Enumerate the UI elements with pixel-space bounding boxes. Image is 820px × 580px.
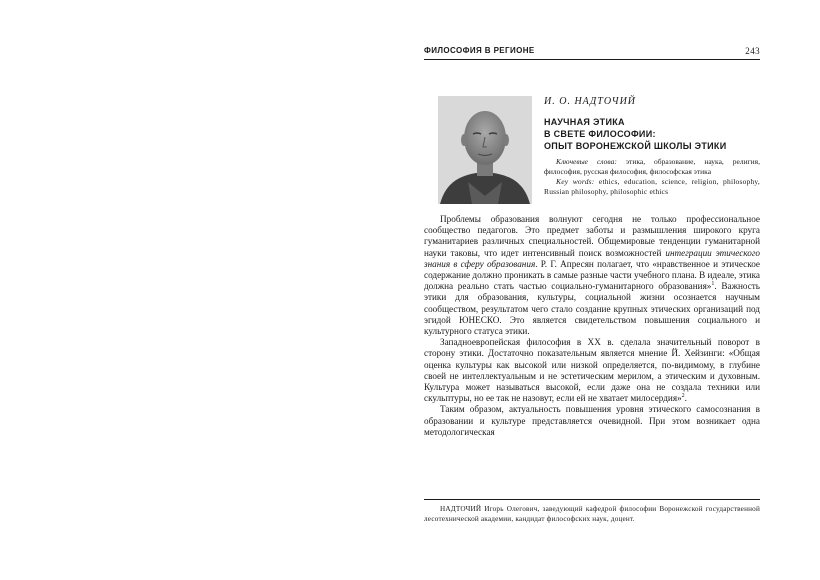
author-photo [438, 96, 532, 204]
keywords-en-label: Key words: [556, 177, 595, 186]
article-body [424, 214, 760, 438]
footnote-text: НАДТОЧИЙ Игорь Олегович, заведующий кафедрой философии Воронежской государственной лесотехнической академии, кандидат философских наук, доцент. [424, 505, 760, 523]
title-line: В СВЕТЕ ФИЛОСОФИИ: [544, 129, 656, 139]
author-footnote [424, 504, 760, 524]
footnote-ref-1: 1 [711, 281, 715, 288]
keywords-ru-text: этика, образование, наука, религия, философия, русская философия, философская этика [544, 157, 760, 176]
body-text: Проблемы образования волнуют сегодня не только профессиональное сообщество педагогов. Это предмет заботы и размышления широкого круга гуманитариев различных специальностей. Общемировые тенденции гуманитарной науки таковы, что идет интенсивный поиск возможностей [424, 214, 760, 258]
keywords-en [544, 177, 760, 197]
article-title [544, 116, 760, 152]
footnote-rule [424, 499, 760, 500]
keywords-en-text: ethics, education, science, religion, philosophy, Russian philosophy, philosophic ethics [544, 177, 760, 196]
keywords-ru-label: Ключевые слова: [556, 157, 617, 166]
body-paragraph-3: Таким образом, актуальность повышения уровня этического самосознания в образовании и культуре представляется очевидной. При этом возникает одна методологическая [424, 404, 760, 437]
title-line: ОПЫТ ВОРОНЕЖСКОЙ ШКОЛЫ ЭТИКИ [544, 141, 727, 151]
keywords-ru [544, 157, 760, 177]
body-paragraph-1 [424, 214, 760, 337]
body-text: . Р. Г. Апресян полагает, что «нравственное и этическое содержание должно проникать в самые разные части учебного плана. В идеале, этика должна реально стать частью социально-гуманитарного образования» [424, 258, 760, 292]
title-line: НАУЧНАЯ ЭТИКА [544, 117, 625, 127]
body-paragraph-2 [424, 337, 760, 404]
footnote-ref-2: 2 [681, 393, 685, 400]
author-name: И. О. НАДТОЧИЙ [544, 96, 637, 107]
author-portrait-image [438, 96, 532, 204]
body-emphasis: интеграции этического знания в сферу образования [424, 247, 760, 269]
page-number: 243 [745, 46, 760, 56]
body-text: Западноевропейская философия в XX в. сделала значительный поворот в сторону этики. Достаточно показательным является мнение Й. Хейзинги: «Общая оценка культуры как высокой или низкой определяется, по-видимому, в глубине своей не интеллектуальным и не эстетическим мерилом, а этическим и духовным. Культура может называться высокой, если даже она не создала техники или скульптуры, но ее так не назовут, если ей не хватает милосердия» [424, 337, 760, 404]
header-rule [424, 59, 760, 60]
keywords-block [544, 157, 760, 197]
body-text: . Важность этики для образования, культуры, социальной жизни осознается научным сообществом, результатом чего стало создание крупных этических организаций под эгидой ЮНЕСКО. Это является свидетельством повышения социального и культурного статуса этики. [424, 281, 760, 337]
section-title: ФИЛОСОФИЯ В РЕГИОНЕ [424, 46, 535, 55]
running-head [424, 44, 760, 58]
body-text: . [684, 393, 687, 404]
